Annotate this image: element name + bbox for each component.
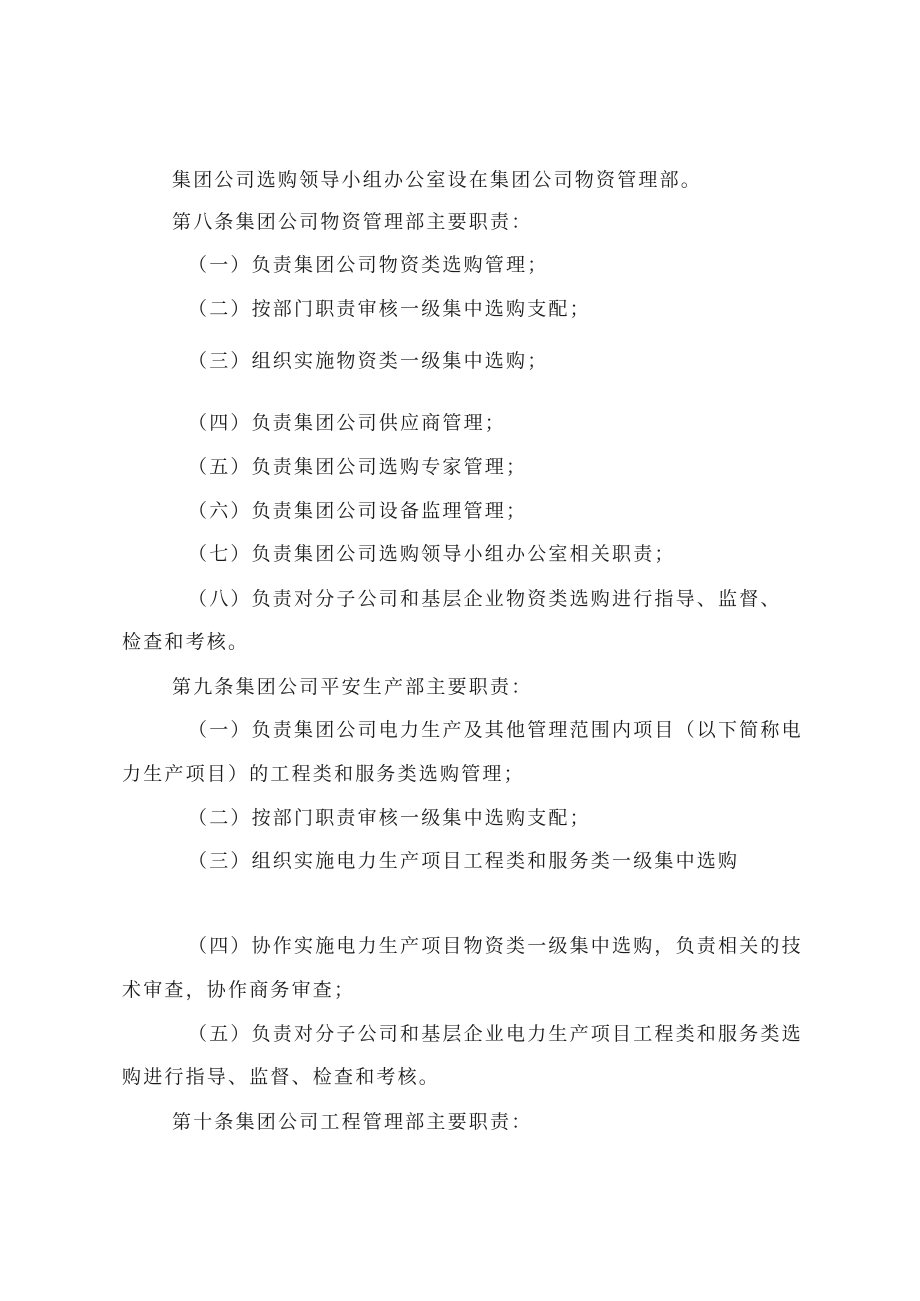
list-item-continuation: 购进行指导、监督、检查和考核。 [122, 1066, 441, 1088]
list-item: （二）按部门职责审核一级集中选购支配； [188, 807, 591, 829]
list-item-continuation: 术审查，协作商务审查； [122, 979, 356, 1001]
list-item: （四）负责集团公司供应商管理； [188, 412, 507, 434]
list-item: （三）组织实施电力生产项目工程类和服务类一级集中选购 [188, 850, 740, 872]
list-item: （八）负责对分子公司和基层企业物资类选购进行指导、监督、 [188, 588, 782, 610]
list-item: （六）负责集团公司设备监理管理； [188, 500, 528, 522]
list-item: （一）负责集团公司物资类选购管理； [188, 254, 549, 276]
article-heading: 第十条集团公司工程管理部主要职责： [172, 1111, 533, 1133]
list-item: （一）负责集团公司电力生产及其他管理范围内项目（以下简称电 [188, 719, 803, 741]
list-item: （四）协作实施电力生产项目物资类一级集中选购，负责相关的技 [188, 935, 803, 957]
list-item: （二）按部门职责审核一级集中选购支配； [188, 298, 591, 320]
list-item-continuation: 力生产项目）的工程类和服务类选购管理； [122, 763, 525, 785]
list-item-continuation: 检查和考核。 [122, 631, 250, 653]
list-item: （三）组织实施物资类一级集中选购； [188, 350, 549, 372]
list-item: （五）负责对分子公司和基层企业电力生产项目工程类和服务类选 [188, 1023, 803, 1045]
paragraph-line: 集团公司选购领导小组办公室设在集团公司物资管理部。 [172, 169, 703, 191]
article-heading: 第八条集团公司物资管理部主要职责： [172, 211, 533, 233]
list-item: （五）负责集团公司选购专家管理； [188, 456, 528, 478]
article-heading: 第九条集团公司平安生产部主要职责： [172, 676, 533, 698]
list-item: （七）负责集团公司选购领导小组办公室相关职责； [188, 543, 676, 565]
